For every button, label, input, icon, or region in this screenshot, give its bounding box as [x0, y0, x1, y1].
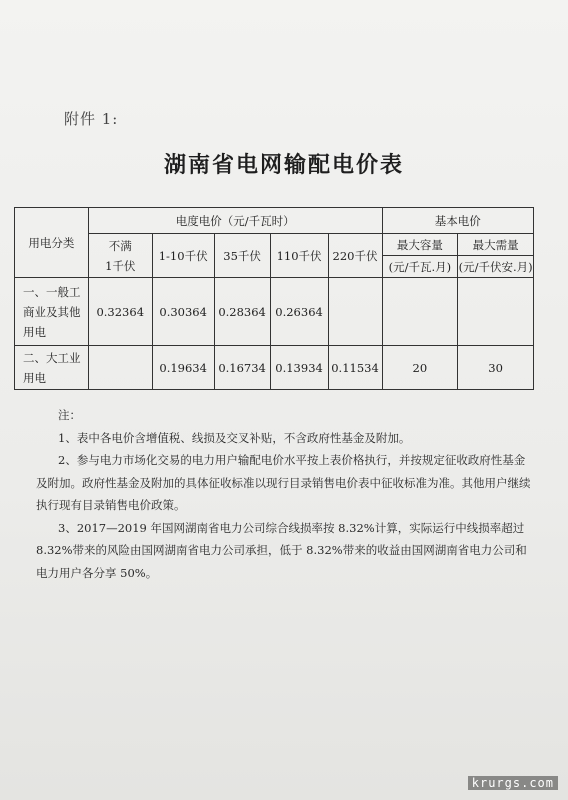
table-row — [15, 346, 534, 390]
max-demand-cell: 30 — [458, 346, 534, 390]
notes-section — [36, 404, 536, 584]
basic-column-unit: (元/千瓦.月) — [382, 256, 458, 278]
price-cell: 0.26364 — [270, 278, 328, 346]
row-category: 一、一般工商业及其他用电 — [15, 278, 89, 346]
basic-column-name: 最大容量 — [382, 234, 458, 256]
voltage-header: 35千伏 — [214, 234, 270, 278]
price-table — [14, 207, 534, 390]
price-cell: 0.32364 — [88, 278, 152, 346]
watermark: krurgs.com — [468, 776, 558, 790]
note-item: 2、参与电力市场化交易的电力用户输配电价水平按上表价格执行，并按规定征收政府性基金及附加。政府性基金及附加的具体征收标准以现行目录销售电价表中征收标准为准。其他用户继续执行现有目录销售电价政策。 — [36, 453, 531, 512]
max-capacity-cell: 20 — [382, 346, 458, 390]
basic-column-name: 最大需量 — [458, 234, 534, 256]
attachment-label: 附件 1: — [64, 110, 119, 128]
price-cell: 0.16734 — [214, 346, 270, 390]
max-demand-cell — [458, 278, 534, 346]
price-cell: 0.13934 — [270, 346, 328, 390]
price-cell: 0.30364 — [152, 278, 214, 346]
price-cell: 0.11534 — [328, 346, 382, 390]
voltage-header: 110千伏 — [270, 234, 328, 278]
price-cell: 0.19634 — [152, 346, 214, 390]
voltage-header: 220千伏 — [328, 234, 382, 278]
basic-price-header: 基本电价 — [382, 208, 534, 234]
voltage-header: 1-10千伏 — [152, 234, 214, 278]
price-cell: 0.28364 — [214, 278, 270, 346]
price-cell — [88, 346, 152, 390]
voltage-header: 不满 1千伏 — [88, 234, 152, 278]
page-title: 湖南省电网输配电价表 — [163, 152, 404, 178]
table-row — [15, 278, 534, 346]
max-capacity-cell — [382, 278, 458, 346]
price-cell — [328, 278, 382, 346]
row-category: 二、大工业用电 — [15, 346, 89, 390]
notes-heading: 注： — [58, 408, 81, 422]
note-item: 1、表中各电价含增值税、线损及交叉补贴，不含政府性基金及附加。 — [58, 430, 411, 445]
category-header: 用电分类 — [15, 208, 89, 278]
basic-column-unit: (元/千伏安.月) — [458, 256, 534, 278]
energy-price-header: 电度电价（元/千瓦时） — [88, 208, 382, 234]
note-item: 3、2017—2019 年国网湖南省电力公司综合线损率按 8.32%计算，实际运行中线损率超过 8.32%带来的风险由国网湖南省电力公司承担，低于 8.32%带来的收益由国网湖南省电力公司和电力用户各分享 50%。 — [36, 520, 527, 580]
